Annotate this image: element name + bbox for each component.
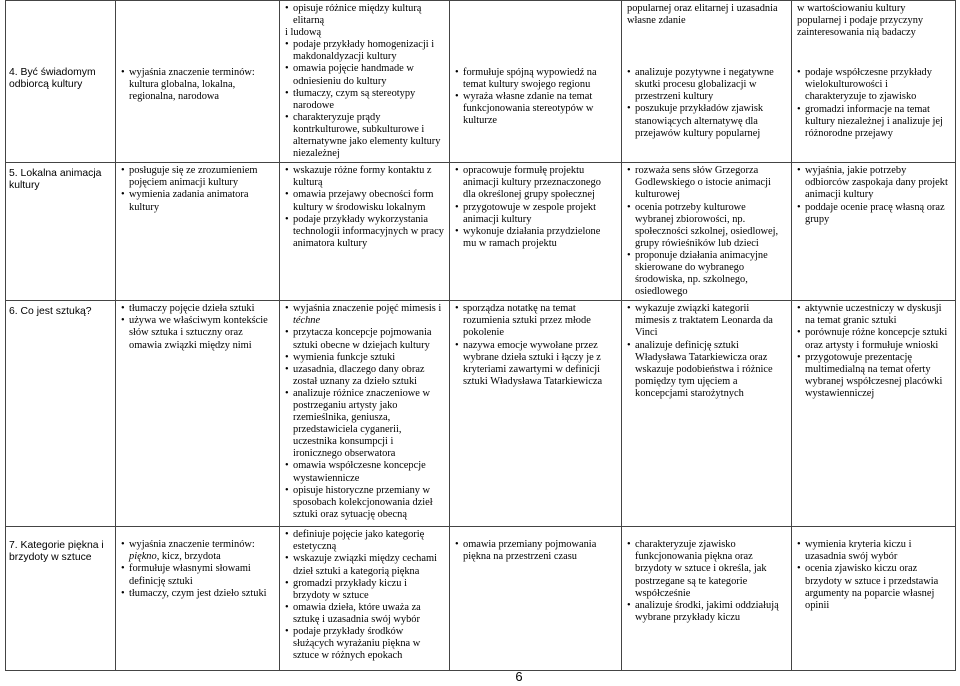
list-item: • porównuje różne koncepcje sztuki oraz artysty i formułuje wnioski	[797, 327, 950, 351]
requirements-cell	[792, 163, 956, 301]
list-item	[121, 539, 274, 563]
list-item: • uzasadnia, dlaczego dany obraz został uznany za dzieło sztuki	[285, 364, 444, 388]
list-item: • formułuje spójną wypowiedź na temat kultury swojego regionu	[455, 67, 616, 91]
list-item: • wymienia funkcje sztuki	[285, 352, 444, 364]
list-item: • charakteryzuje zjawisko funkcjonowania piękna oraz brzydoty w sztuce i określa, jak postrzegane są te kategorie współcześnie	[627, 539, 786, 599]
list-item-continuation: i ludową	[285, 27, 322, 39]
continued-text: popularnej oraz elitarnej i uzasadnia własne zdanie	[627, 3, 778, 27]
list-item: • aktywnie uczestniczy w dyskusji na temat granic sztuki	[797, 303, 950, 327]
list-item: • omawia przejawy obecności form kultury w środowisku lokalnym	[285, 189, 444, 213]
list-item	[285, 303, 444, 327]
list-item-text: wyjaśnia znaczenie pojęć mimesis i	[293, 303, 442, 315]
page-number: 6	[515, 669, 523, 684]
topic-title: 4. Być świadomym odbiorcą kultury	[9, 67, 96, 91]
requirements-cell	[622, 527, 792, 671]
list-item: • analizuje różnice znaczeniowe w postrzeganiu artysty jako rzemieślnika, geniusza, przedstawiciela cyganerii, uczestnika konsumpcji i ironicznego obserwatora	[285, 388, 444, 461]
requirements-table	[5, 0, 956, 671]
list-item: • opisuje różnice między kulturą elitarną	[285, 3, 444, 27]
list-item: • rozważa sens słów Grzegorza Godlewskiego o istocie animacji kulturowej	[627, 165, 786, 201]
table-row	[6, 1, 956, 163]
list-item: • wymienia kryteria kiczu i uzasadnia swój wybór	[797, 539, 950, 563]
list-item: • poddaje ocenie pracę własną oraz grupy	[797, 202, 950, 226]
list-item: • przytacza koncepcje pojmowania sztuki obecne w dziejach kultury	[285, 327, 444, 351]
table-row	[6, 301, 956, 527]
list-item: • podaje współczesne przykłady wielokulturowości i charakteryzuje to zjawisko	[797, 67, 950, 103]
topic-cell	[6, 301, 116, 527]
list-item: • nazywa emocje wywołane przez wybrane dzieła sztuki i łączy je z kryteriami zawartymi w definicji sztuki Władysława Tatarkiewicza	[455, 340, 616, 388]
list-item: • tłumaczy, czym są stereotypy narodowe	[285, 88, 444, 112]
requirements-cell	[280, 1, 450, 163]
requirements-cell	[450, 527, 622, 671]
requirements-cell	[792, 301, 956, 527]
requirements-cell	[450, 1, 622, 163]
list-item: • podaje przykłady wykorzystania technologii informacyjnych w pracy animatora kultury	[285, 214, 444, 250]
list-item: • ocenia zjawisko kiczu oraz brzydoty w sztuce i przedstawia argumenty na poparcie własnej opinii	[797, 563, 950, 611]
requirements-cell	[116, 301, 280, 527]
list-item: • poszukuje przykładów zjawisk stanowiących alternatywę dla przejawów kultury popularnej	[627, 103, 786, 139]
list-item: • przygotowuje prezentację multimedialną na temat oferty wybranej współczesnej placówki wystawienniczej	[797, 352, 950, 400]
list-item: • wykazuje związki kategorii mimesis z traktatem Leonarda da Vinci	[627, 303, 786, 339]
list-item: • tłumaczy, czym jest dzieło sztuki	[121, 588, 274, 600]
topic-title: 5. Lokalna animacja kultury	[9, 168, 102, 192]
list-item: • omawia pojęcie handmade w odniesieniu do kultury	[285, 63, 444, 87]
list-item: • opisuje historyczne przemiany w sposobach kolekcjonowania dzieł sztuki oraz sytuację obecną	[285, 485, 444, 521]
list-item: • analizuje definicję sztuki Władysława Tatarkiewicza oraz wskazuje podobieństwa i różnice pomiędzy tym ujęciem a koncepcjami starożytnych	[627, 340, 786, 400]
requirements-cell	[116, 1, 280, 163]
topic-cell	[6, 527, 116, 671]
topic-cell	[6, 1, 116, 163]
list-item: • definiuje pojęcie jako kategorię estetyczną	[285, 529, 444, 553]
list-item: • analizuje pozytywne i negatywne skutki procesu globalizacji w przestrzeni kultury	[627, 67, 786, 103]
topic-cell	[6, 163, 116, 301]
requirements-cell	[792, 527, 956, 671]
requirements-cell	[622, 301, 792, 527]
table-row	[6, 527, 956, 671]
list-item: • analizuje środki, jakimi oddziałują wybrane przykłady kiczu	[627, 600, 786, 624]
requirements-cell	[450, 163, 622, 301]
term-italic: piękno	[129, 551, 157, 563]
list-item: • wyjaśnia, jakie potrzeby odbiorców zaspokaja dany projekt animacji kultury	[797, 165, 950, 201]
list-item: • wskazuje związki między cechami dzieł sztuki a kategorią piękna	[285, 553, 444, 577]
list-item: • proponuje działania animacyjne skierowane do wybranego środowiska, np. szkolnego, osiedlowego	[627, 250, 786, 298]
topic-title: 7. Kategorie piękna i brzydoty w sztuce	[9, 540, 104, 564]
list-item: • formułuje własnymi słowami definicję sztuki	[121, 563, 274, 587]
topic-title: 6. Co jest sztuką?	[9, 306, 92, 318]
table-row	[6, 163, 956, 301]
requirements-cell	[280, 527, 450, 671]
list-item: • wyraża własne zdanie na temat funkcjonowania stereotypów w kulturze	[455, 91, 616, 127]
requirements-cell	[280, 163, 450, 301]
list-item: • używa we właściwym kontekście słów sztuka i sztuczny oraz omawia związki między nimi	[121, 315, 274, 351]
list-item: • podaje przykłady homogenizacji i makdonaldyzacji kultury	[285, 39, 444, 63]
requirements-cell	[622, 163, 792, 301]
requirements-cell	[450, 301, 622, 527]
list-item: • wyjaśnia znaczenie terminów: kultura globalna, lokalna, regionalna, narodowa	[121, 67, 274, 103]
continued-text: w wartościowaniu kultury popularnej i podaje przyczyny zainteresowania nią badaczy	[797, 3, 924, 39]
list-item-text: wyjaśnia znaczenie terminów:	[129, 539, 255, 551]
term-italic: téchne	[293, 315, 321, 327]
list-item: • omawia dzieła, które uważa za sztukę i uzasadnia swój wybór	[285, 602, 444, 626]
requirements-cell	[280, 301, 450, 527]
requirements-cell	[116, 163, 280, 301]
list-item: • ocenia potrzeby kulturowe wybranej zbiorowości, np. społeczności szkolnej, osiedlowej, grupy rówieśników lub dzieci	[627, 202, 786, 250]
list-item: • gromadzi przykłady kiczu i brzydoty w sztuce	[285, 578, 444, 602]
list-item: • gromadzi informacje na temat kultury niezależnej i analizuje jej różnorodne przejawy	[797, 104, 950, 140]
list-item: • wymienia zadania animatora kultury	[121, 189, 274, 213]
requirements-cell	[116, 527, 280, 671]
list-item: • przygotowuje w zespole projekt animacji kultury	[455, 202, 616, 226]
list-item: • podaje przykłady środków służących wyrażaniu piękna w sztuce w różnych epokach	[285, 626, 444, 662]
list-item: • tłumaczy pojęcie dzieła sztuki	[121, 303, 274, 315]
requirements-cell	[792, 1, 956, 163]
list-item: • opracowuje formułę projektu animacji kultury przeznaczonego dla określonej grupy społecznej	[455, 165, 616, 201]
list-item: • wykonuje działania przydzielone mu w ramach projektu	[455, 226, 616, 250]
list-item: • omawia przemiany pojmowania piękna na przestrzeni czasu	[455, 539, 616, 563]
list-item: • omawia współczesne koncepcje wystawiennicze	[285, 460, 444, 484]
requirements-cell	[622, 1, 792, 163]
list-item: • charakteryzuje prądy kontrkulturowe, subkulturowe i alternatywne jako elementy kultury niezależnej	[285, 112, 444, 160]
list-item: • wskazuje różne formy kontaktu z kulturą	[285, 165, 444, 189]
list-item: • sporządza notatkę na temat rozumienia sztuki przez młode pokolenie	[455, 303, 616, 339]
list-item-text: , kicz, brzydota	[156, 551, 221, 563]
list-item: • posługuje się ze zrozumieniem pojęciem animacji kultury	[121, 165, 274, 189]
